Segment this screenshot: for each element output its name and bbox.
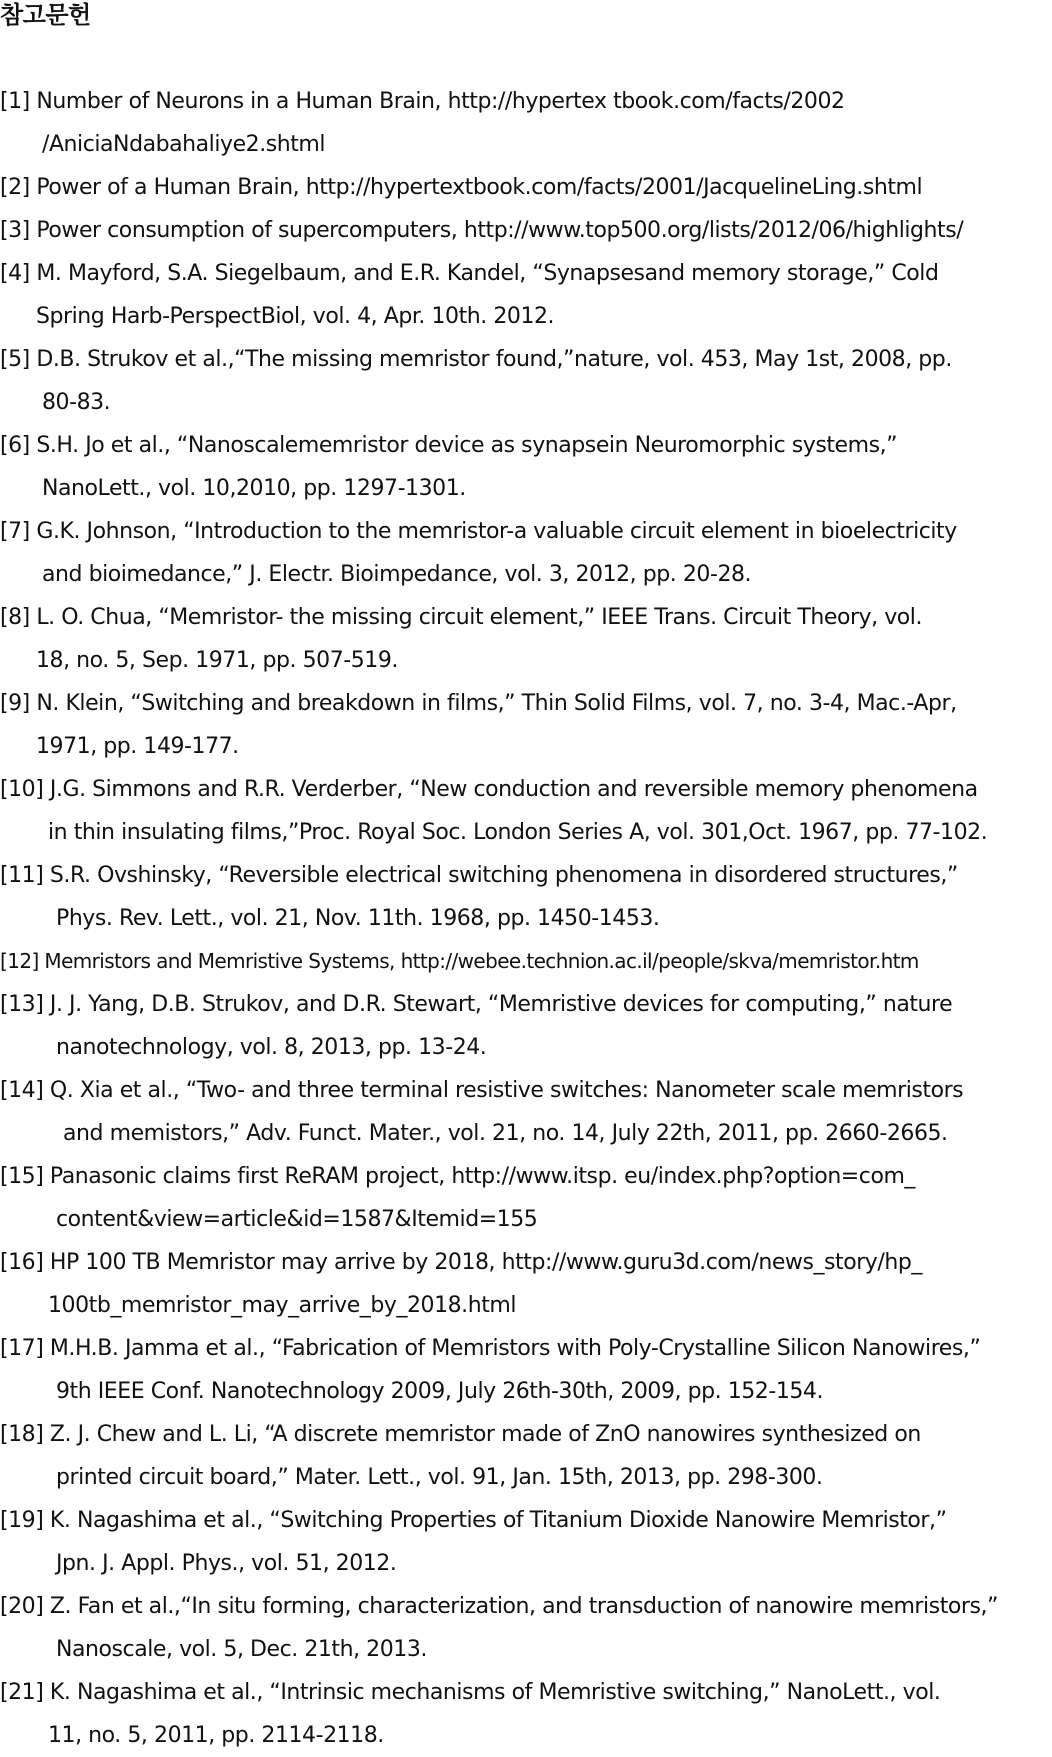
reference-item-3 — [0, 209, 1052, 252]
reference-line: [16] HP 100 TB Memristor may arrive by 2018, http://www.guru3d.com/news_story/hp_ — [0, 1250, 922, 1275]
reference-line: [8] L. O. Chua, “Memristor- the missing circuit element,” IEEE Trans. Circuit Theory, vol. — [0, 605, 922, 630]
reference-line: [9] N. Klein, “Switching and breakdown in films,” Thin Solid Films, vol. 7, no. 3-4, Mac.-Apr, — [0, 691, 957, 716]
reference-line: [1] Number of Neurons in a Human Brain, http://hypertex tbook.com/facts/2002 — [0, 89, 845, 114]
reference-line: [13] J. J. Yang, D.B. Strukov, and D.R. Stewart, “Memristive devices for computing,” nature — [0, 992, 953, 1017]
reference-line: [12] Memristors and Memristive Systems, http://webee.technion.ac.il/people/skva/memristor.htm — [0, 949, 919, 973]
reference-line: [6] S.H. Jo et al., “Nanoscalememristor device as synapsein Neuromorphic systems,” — [0, 433, 898, 458]
reference-line: [4] M. Mayford, S.A. Siegelbaum, and E.R. Kandel, “Synapsesand memory storage,” Cold — [0, 261, 939, 286]
reference-line: [10] J.G. Simmons and R.R. Verderber, “New conduction and reversible memory phenomena — [0, 777, 978, 802]
reference-item-12 — [0, 940, 1052, 983]
reference-item-18 — [0, 1413, 1052, 1499]
reference-continuation: NanoLett., vol. 10,2010, pp. 1297-1301. — [42, 476, 466, 501]
reference-line: [14] Q. Xia et al., “Two- and three terminal resistive switches: Nanometer scale memristors — [0, 1078, 964, 1103]
reference-item-14 — [0, 1069, 1052, 1155]
reference-continuation: 80-83. — [42, 390, 111, 415]
reference-list — [0, 80, 1052, 1757]
reference-item-15 — [0, 1155, 1052, 1241]
reference-item-17 — [0, 1327, 1052, 1413]
reference-continuation: 18, no. 5, Sep. 1971, pp. 507-519. — [36, 648, 398, 673]
page-title: 참고문헌 — [0, 1, 91, 29]
reference-item-5 — [0, 338, 1052, 424]
reference-line: [7] G.K. Johnson, “Introduction to the memristor-a valuable circuit element in bioelectricity — [0, 519, 957, 544]
reference-item-13 — [0, 983, 1052, 1069]
reference-continuation: Phys. Rev. Lett., vol. 21, Nov. 11th. 1968, pp. 1450-1453. — [56, 906, 660, 931]
reference-continuation: 11, no. 5, 2011, pp. 2114-2118. — [48, 1723, 384, 1748]
reference-continuation: Jpn. J. Appl. Phys., vol. 51, 2012. — [56, 1551, 397, 1576]
reference-line: [17] M.H.B. Jamma et al., “Fabrication of Memristors with Poly-Crystalline Silicon Nanowires,” — [0, 1336, 981, 1361]
reference-item-1 — [0, 80, 1052, 166]
reference-line: [18] Z. J. Chew and L. Li, “A discrete memristor made of ZnO nanowires synthesized on — [0, 1422, 921, 1447]
reference-continuation: 9th IEEE Conf. Nanotechnology 2009, July 26th-30th, 2009, pp. 152-154. — [56, 1379, 824, 1404]
reference-item-7 — [0, 510, 1052, 596]
reference-item-21 — [0, 1671, 1052, 1757]
reference-line: [3] Power consumption of supercomputers, http://www.top500.org/lists/2012/06/highlights/ — [0, 218, 964, 243]
reference-continuation: 100tb_memristor_may_arrive_by_2018.html — [48, 1293, 517, 1318]
reference-item-6 — [0, 424, 1052, 510]
reference-item-20 — [0, 1585, 1052, 1671]
reference-item-19 — [0, 1499, 1052, 1585]
reference-line: [21] K. Nagashima et al., “Intrinsic mechanisms of Memristive switching,” NanoLett., vol. — [0, 1680, 941, 1705]
reference-continuation: content&view=article&id=1587&Itemid=155 — [56, 1207, 538, 1232]
reference-line: [5] D.B. Strukov et al.,“The missing memristor found,”nature, vol. 453, May 1st, 2008, pp. — [0, 347, 952, 372]
reference-item-2 — [0, 166, 1052, 209]
reference-continuation: /AniciaNdabahaliye2.shtml — [42, 132, 326, 157]
reference-item-9 — [0, 682, 1052, 768]
reference-line: [20] Z. Fan et al.,“In situ forming, characterization, and transduction of nanowire memristors,” — [0, 1594, 998, 1619]
reference-line: [19] K. Nagashima et al., “Switching Properties of Titanium Dioxide Nanowire Memristor,” — [0, 1508, 947, 1533]
reference-line: [11] S.R. Ovshinsky, “Reversible electrical switching phenomena in disordered structures,” — [0, 863, 958, 888]
reference-line: [15] Panasonic claims first ReRAM project, http://www.itsp. eu/index.php?option=com_ — [0, 1164, 915, 1189]
reference-item-8 — [0, 596, 1052, 682]
reference-item-10 — [0, 768, 1052, 854]
reference-item-16 — [0, 1241, 1052, 1327]
reference-item-11 — [0, 854, 1052, 940]
reference-continuation: in thin insulating films,”Proc. Royal Soc. London Series A, vol. 301,Oct. 1967, pp. 77-102. — [48, 820, 988, 845]
reference-line: [2] Power of a Human Brain, http://hypertextbook.com/facts/2001/JacquelineLing.shtml — [0, 175, 923, 200]
reference-continuation: Nanoscale, vol. 5, Dec. 21th, 2013. — [56, 1637, 427, 1662]
reference-continuation: and bioimedance,” J. Electr. Bioimpedance, vol. 3, 2012, pp. 20-28. — [42, 562, 752, 587]
reference-continuation: 1971, pp. 149-177. — [36, 734, 239, 759]
reference-item-4 — [0, 252, 1052, 338]
reference-continuation: Spring Harb-PerspectBiol, vol. 4, Apr. 10th. 2012. — [36, 304, 555, 329]
reference-continuation: nanotechnology, vol. 8, 2013, pp. 13-24. — [56, 1035, 487, 1060]
reference-continuation: and memistors,” Adv. Funct. Mater., vol. 21, no. 14, July 22th, 2011, pp. 2660-2665. — [63, 1121, 948, 1146]
reference-continuation: printed circuit board,” Mater. Lett., vol. 91, Jan. 15th, 2013, pp. 298-300. — [56, 1465, 823, 1490]
